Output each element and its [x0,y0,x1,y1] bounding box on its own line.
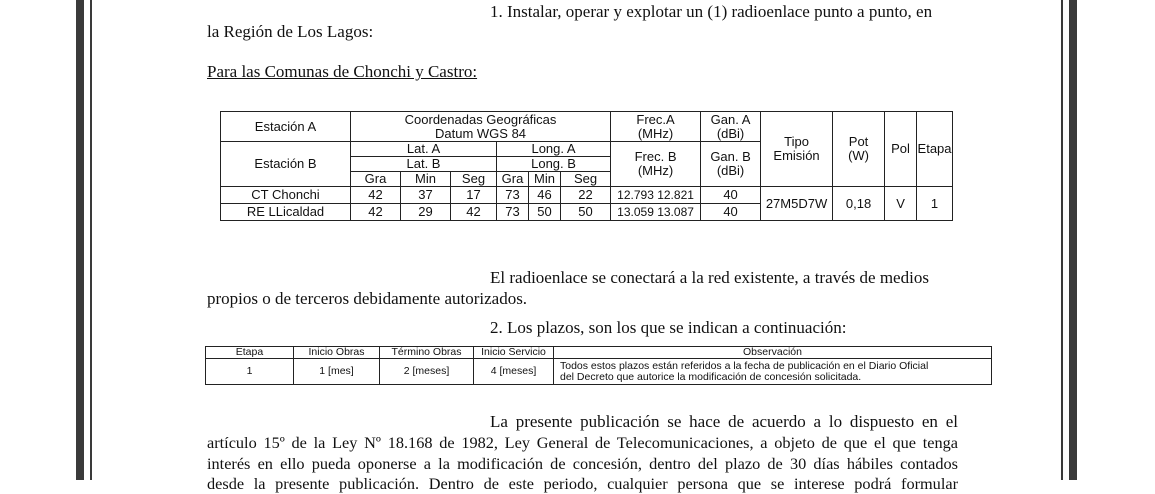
header-long-seg: Seg [561,172,611,187]
header-tipo-line2: Emisión [773,148,820,163]
inicio-servicio-value: 4 [meses] [474,359,554,385]
header-frec-a-line2: (MHz) [637,125,674,141]
item-1-continuation: la Región de Los Lagos: [207,22,374,41]
header-observacion: Observación [554,347,992,359]
header-lat-gra: Gra [351,172,401,187]
header-termino-obras: Término Obras [380,347,474,359]
publication-line-4: desde la presente publicación. Dentro de este periodo, cualquier persona que se interese podrá formular [207,474,958,493]
frecuencias: 13.059 13.087 [611,204,701,221]
page-border-right-thick [1069,0,1077,480]
station-name: RE LLicaldad [221,204,351,221]
header-etapa: Etapa [206,347,294,359]
long-min: 46 [529,187,561,204]
publication-line-1: La presente publicación se hace de acuerdo a lo dispuesto en el [490,412,958,431]
long-seg: 22 [561,187,611,204]
lat-seg: 42 [451,204,497,221]
header-gan-a-line2: (dBi) [716,125,745,141]
conecta-line-2: propios o de terceros debidamente autorizados. [207,289,528,308]
header-pot [833,112,885,187]
publication-line-3: interés en ello pueda oponerse a la modificación de concesión, dentro del plazo de 30 días hábiles contados [207,454,958,473]
observacion-line1: Todos estos plazos están referidos a la fecha de publicación en el Diario Oficial [560,359,929,372]
header-coordenadas [351,112,611,142]
page-border-left-thick [76,0,84,480]
header-long-min: Min [529,172,561,187]
tipo-emision-value: 27M5D7W [761,187,833,221]
header-frec-b [611,142,701,187]
lat-gra: 42 [351,187,401,204]
header-gan-a-line1: Gan. A [710,111,751,127]
etapa-value: 1 [917,187,953,221]
header-estacion-a: Estación A [221,112,351,142]
header-pot-line2: (W) [848,148,870,163]
ganancia: 40 [701,204,761,221]
plazos-table [205,346,992,385]
header-lat-a: Lat. A [351,142,497,157]
header-inicio-servicio: Inicio Servicio [474,347,554,359]
long-gra: 73 [497,204,529,221]
inicio-obras-value: 1 [mes] [294,359,380,385]
header-gan-a [701,112,761,142]
publication-line-2: artículo 15º de la Ley Nº 18.168 de 1982, Ley General de Telecomunicaciones, a objeto de que el que tenga [207,433,958,452]
etapa-value: 1 [206,359,294,385]
pol-value: V [885,187,917,221]
header-frec-a [611,112,701,142]
header-gan-b-line1: Gan. B [710,149,751,164]
item-1-text: 1. Instalar, operar y explotar un (1) radioenlace punto a punto, en [490,2,933,21]
table-row [221,187,953,204]
item-2-text: 2. Los plazos, son los que se indican a continuación: [490,318,847,337]
header-long-gra: Gra [497,172,529,187]
header-coordenadas-line2: Datum WGS 84 [435,125,527,141]
header-frec-b-line2: (MHz) [637,163,674,178]
header-long-b: Long. B [497,157,611,172]
comunas-heading: Para las Comunas de Chonchi y Castro: [207,62,478,81]
header-frec-b-line1: Frec. B [634,149,677,164]
long-gra: 73 [497,187,529,204]
header-tipo-emision [761,112,833,187]
station-table [220,111,953,221]
page-border-right-thin [1061,0,1063,480]
lat-min: 37 [401,187,451,204]
header-inicio-obras: Inicio Obras [294,347,380,359]
header-gan-b-line2: (dBi) [716,163,745,178]
header-gan-b [701,142,761,187]
header-coordenadas-line1: Coordenadas Geográficas [404,111,557,127]
header-long-a: Long. A [497,142,611,157]
termino-obras-value: 2 [meses] [380,359,474,385]
header-etapa: Etapa [917,112,953,187]
lat-gra: 42 [351,204,401,221]
header-tipo-line1: Tipo [784,134,809,149]
header-lat-b: Lat. B [351,157,497,172]
lat-min: 29 [401,204,451,221]
header-pot-line1: Pot [848,134,869,149]
observacion-line2: del Decreto que autorice la modificación de concesión solicitada. [560,370,862,383]
header-lat-seg: Seg [451,172,497,187]
header-estacion-b: Estación B [221,142,351,187]
page-border-left-thin [90,0,92,480]
pot-value: 0,18 [833,187,885,221]
header-pol: Pol [885,112,917,187]
conecta-line-1: El radioenlace se conectará a la red existente, a través de medios [490,268,929,287]
table-row [206,359,992,385]
observacion-value [554,359,992,385]
header-frec-a-line1: Frec.A [636,111,675,127]
ganancia: 40 [701,187,761,204]
header-lat-min: Min [401,172,451,187]
frecuencias: 12.793 12.821 [611,187,701,204]
long-seg: 50 [561,204,611,221]
long-min: 50 [529,204,561,221]
lat-seg: 17 [451,187,497,204]
station-name: CT Chonchi [221,187,351,204]
